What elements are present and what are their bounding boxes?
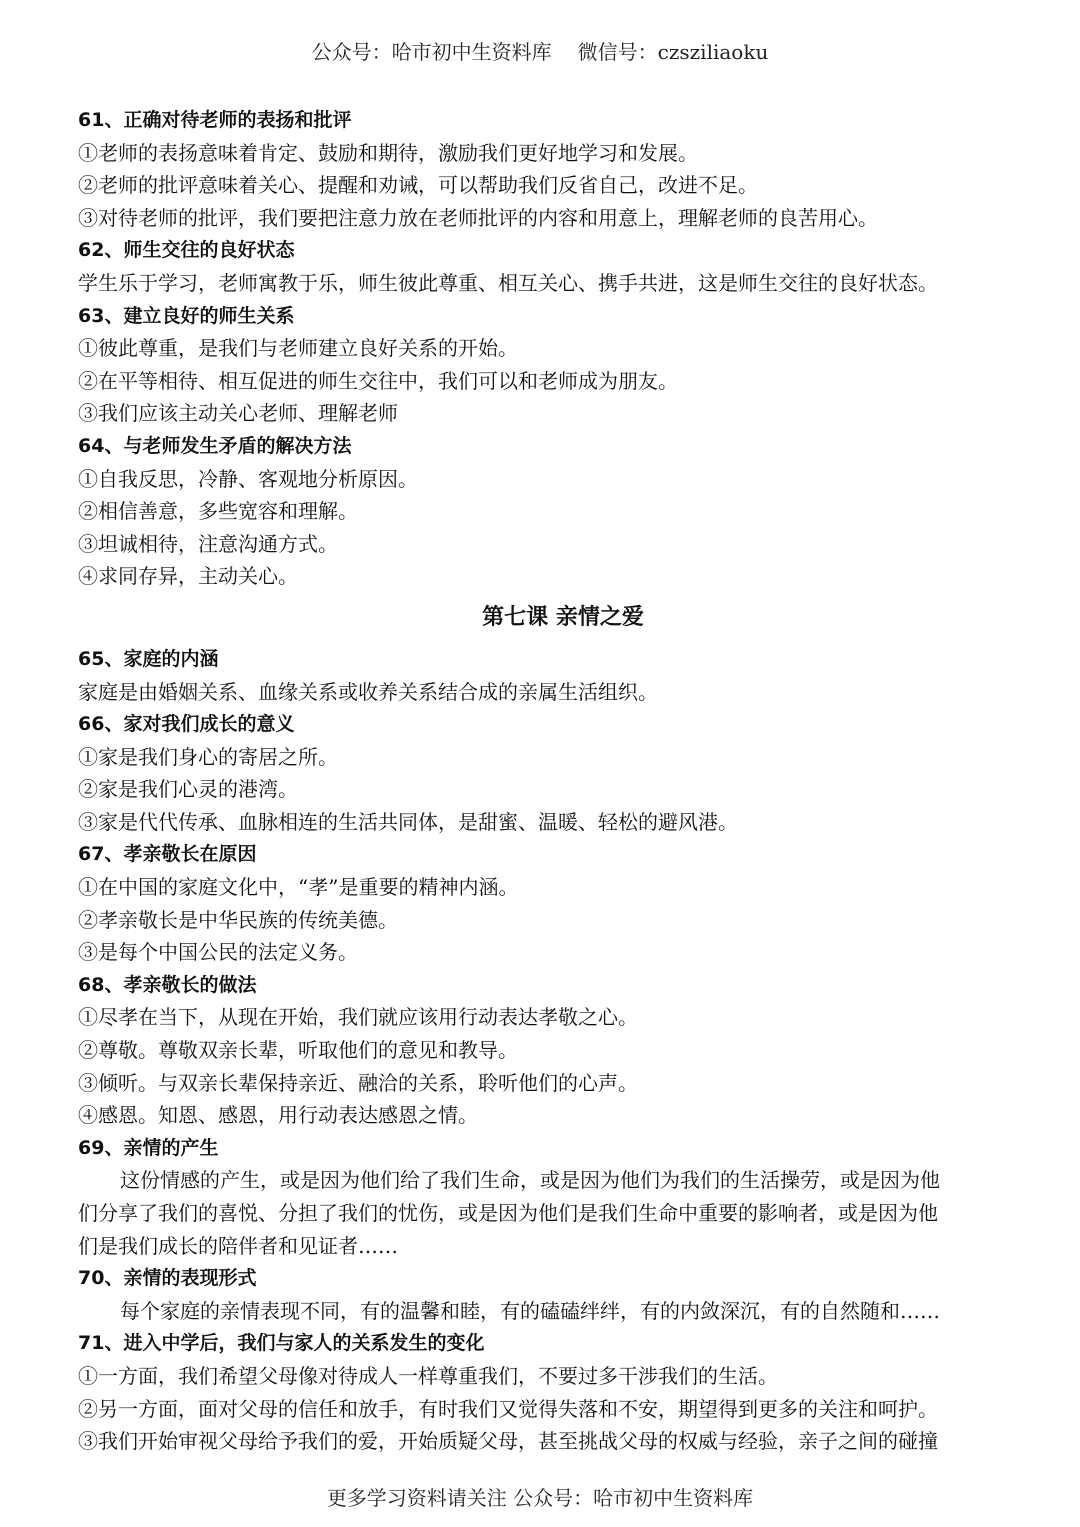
section-heading: 64、与老师发生矛盾的解决方法 bbox=[78, 434, 352, 457]
header-official-account: 公众号：哈市初中生资料库 bbox=[311, 40, 552, 64]
text-line: ②尊敬。尊敬双亲长辈，听取他们的意见和教导。 bbox=[78, 1038, 518, 1063]
page-footer: 更多学习资料请关注 公众号：哈市初中生资料库 bbox=[326, 1486, 754, 1510]
text-line: ②另一方面，面对父母的信任和放手，有时我们又觉得失落和不安，期望得到更多的关注和呵护。 bbox=[78, 1396, 938, 1421]
text-line: 们是我们成长的陪伴者和见证者…… bbox=[78, 1233, 398, 1258]
text-line: ①尽孝在当下，从现在开始，我们就应该用行动表达孝敬之心。 bbox=[78, 1005, 638, 1030]
section-heading: 61、正确对待老师的表扬和批评 bbox=[78, 109, 352, 131]
text-line: ②在平等相待、相互促进的师生交往中，我们可以和老师成为朋友。 bbox=[78, 368, 678, 393]
text-line: ③倾听。与双亲长辈保持亲近、融洽的关系，聆听他们的心声。 bbox=[78, 1070, 638, 1095]
text-line: ②孝亲敬长是中华民族的传统美德。 bbox=[78, 907, 398, 932]
section-heading: 71、进入中学后，我们与家人的关系发生的变化 bbox=[78, 1332, 485, 1355]
text-line: ③家是代代传承、血脉相连的生活共同体，是甜蜜、温暖、轻松的避风港。 bbox=[78, 809, 738, 834]
chapter-title: 第七课 亲情之爱 bbox=[482, 604, 644, 630]
text-line: ①在中国的家庭文化中，“孝”是重要的精神内涵。 bbox=[78, 875, 519, 900]
text-line: ①彼此尊重，是我们与老师建立良好关系的开始。 bbox=[78, 336, 518, 361]
text-line: ③我们开始审视父母给予我们的爱，开始质疑父母，甚至挑战父母的权威与经验，亲子之间的碰撞 bbox=[78, 1429, 938, 1454]
text-line: ②老师的批评意味着关心、提醒和劝诫，可以帮助我们反省自己，改进不足。 bbox=[78, 173, 758, 198]
text-line: ③对待老师的批评，我们要把注意力放在老师批评的内容和用意上，理解老师的良苦用心。 bbox=[78, 205, 878, 230]
page-header bbox=[0, 38, 1080, 66]
header-wechat-id: 微信号：czsziliaoku bbox=[577, 40, 769, 64]
text-line: ③坦诚相待，注意沟通方式。 bbox=[78, 531, 338, 556]
section-heading: 65、家庭的内涵 bbox=[78, 647, 219, 670]
text-line: ③我们应该主动关心老师、理解老师 bbox=[78, 401, 398, 426]
text-line: ①自我反思，冷静、客观地分析原因。 bbox=[78, 466, 418, 491]
section-heading: 70、亲情的表现形式 bbox=[78, 1267, 257, 1290]
section-heading: 69、亲情的产生 bbox=[78, 1136, 219, 1159]
text-line: ④感恩。知恩、感恩，用行动表达感恩之情。 bbox=[78, 1103, 478, 1128]
text-line: 学生乐于学习，老师寓教于乐，师生彼此尊重、相互关心、携手共进，这是师生交往的良好状态。 bbox=[78, 270, 938, 295]
text-line: ①家是我们身心的寄居之所。 bbox=[78, 744, 338, 769]
document-body bbox=[78, 104, 1018, 1458]
text-line: ④求同存异，主动关心。 bbox=[78, 564, 298, 589]
section-heading: 63、建立良好的师生关系 bbox=[78, 304, 295, 327]
text-line: ①一方面，我们希望父母像对待成人一样尊重我们，不要过多干涉我们的生活。 bbox=[78, 1363, 778, 1388]
section-heading: 67、孝亲敬长在原因 bbox=[78, 843, 257, 866]
text-line: 们分享了我们的喜悦、分担了我们的忧伤，或是因为他们是我们生命中重要的影响者，或是因为他 bbox=[78, 1201, 938, 1225]
text-line: ①老师的表扬意味着肯定、鼓励和期待，激励我们更好地学习和发展。 bbox=[78, 140, 698, 165]
section-heading: 66、家对我们成长的意义 bbox=[78, 713, 295, 736]
text-line: ③是每个中国公民的法定义务。 bbox=[78, 940, 358, 965]
text-line: 家庭是由婚姻关系、血缘关系或收养关系结合成的亲属生活组织。 bbox=[78, 679, 658, 704]
section-heading: 62、师生交往的良好状态 bbox=[78, 239, 295, 262]
text-line: ②家是我们心灵的港湾。 bbox=[78, 777, 298, 802]
paragraph-line: 每个家庭的亲情表现不同，有的温馨和睦，有的磕磕绊绊，有的内敛深沉，有的自然随和…… bbox=[120, 1298, 940, 1323]
section-heading: 68、孝亲敬长的做法 bbox=[78, 973, 257, 996]
paragraph-line: 这份情感的产生，或是因为他们给了我们生命，或是因为他们为我们的生活操劳，或是因为他 bbox=[120, 1168, 940, 1193]
text-line: ②相信善意，多些宽容和理解。 bbox=[78, 499, 358, 524]
